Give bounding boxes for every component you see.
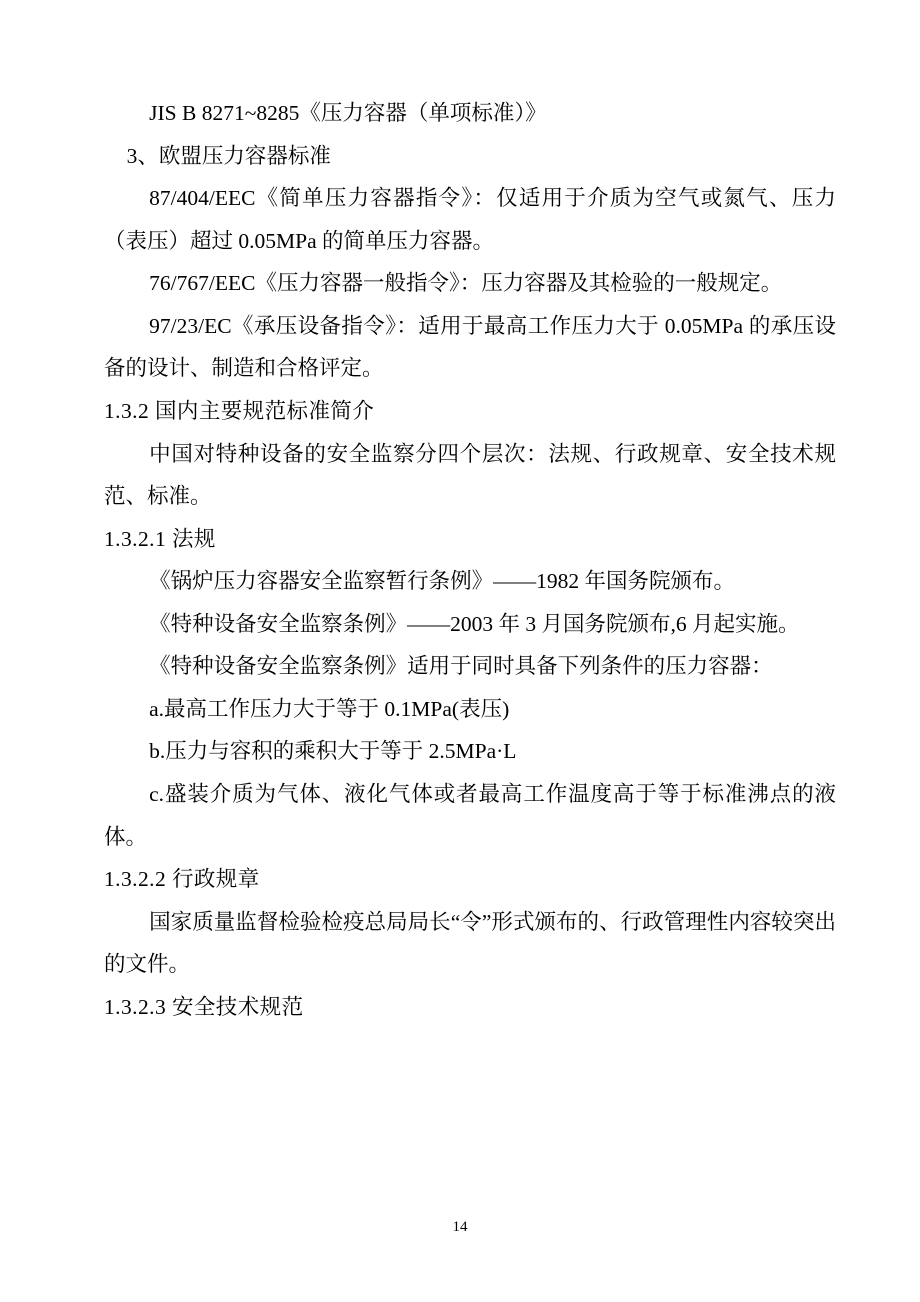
paragraph-china-supervision: 中国对特种设备的安全监察分四个层次：法规、行政规章、安全技术规范、标准。: [104, 441, 836, 509]
paragraph-eec-87-404: 87/404/EEC《简单压力容器指令》：仅适用于介质为空气或氮气、压力（表压）超过 0.05MPa 的简单压力容器。: [104, 186, 836, 253]
paragraph-admin-rules-desc: 国家质量监督检验检疫总局局长“令”形式颁布的、行政管理性内容较突出的文件。: [104, 909, 836, 977]
paragraph-eu-standards-heading: 3、欧盟压力容器标准: [126, 143, 331, 168]
heading-section-1-3-2: 1.3.2 国内主要规范标准简介: [104, 398, 375, 423]
paragraph-ec-97-23: 97/23/EC《承压设备指令》：适用于最高工作压力大于 0.05MPa 的承压设备的设计、制造和合格评定。: [104, 313, 836, 381]
paragraph-jis-standard: JIS B 8271~8285《压力容器（单项标准）》: [149, 101, 547, 125]
paragraph-condition-a: a.最高工作压力大于等于 0.1MPa(表压): [149, 696, 510, 721]
heading-section-1-3-2-2: 1.3.2.2 行政规章: [104, 867, 260, 892]
paragraph-condition-b: b.压力与容积的乘积大于等于 2.5MPa·L: [149, 739, 517, 764]
page-number: 14: [452, 1219, 468, 1235]
paragraph-regulation-2003: 《特种设备安全监察条例》——2003 年 3 月国务院颁布,6 月起实施。: [149, 611, 800, 636]
paragraph-eec-76-767: 76/767/EEC《压力容器一般指令》：压力容器及其检验的一般规定。: [149, 271, 783, 296]
heading-section-1-3-2-1: 1.3.2.1 法规: [104, 526, 216, 551]
paragraph-condition-c: c.盛装介质为气体、液化气体或者最高工作温度高于等于标准沸点的液体。: [104, 782, 836, 849]
heading-section-1-3-2-3: 1.3.2.3 安全技术规范: [104, 994, 304, 1019]
paragraph-regulation-1982: 《锅炉压力容器安全监察暂行条例》——1982 年国务院颁布。: [149, 569, 736, 594]
page-body: [104, 92, 836, 1028]
paragraph-regulation-scope: 《特种设备安全监察条例》适用于同时具备下列条件的压力容器：: [149, 654, 773, 679]
